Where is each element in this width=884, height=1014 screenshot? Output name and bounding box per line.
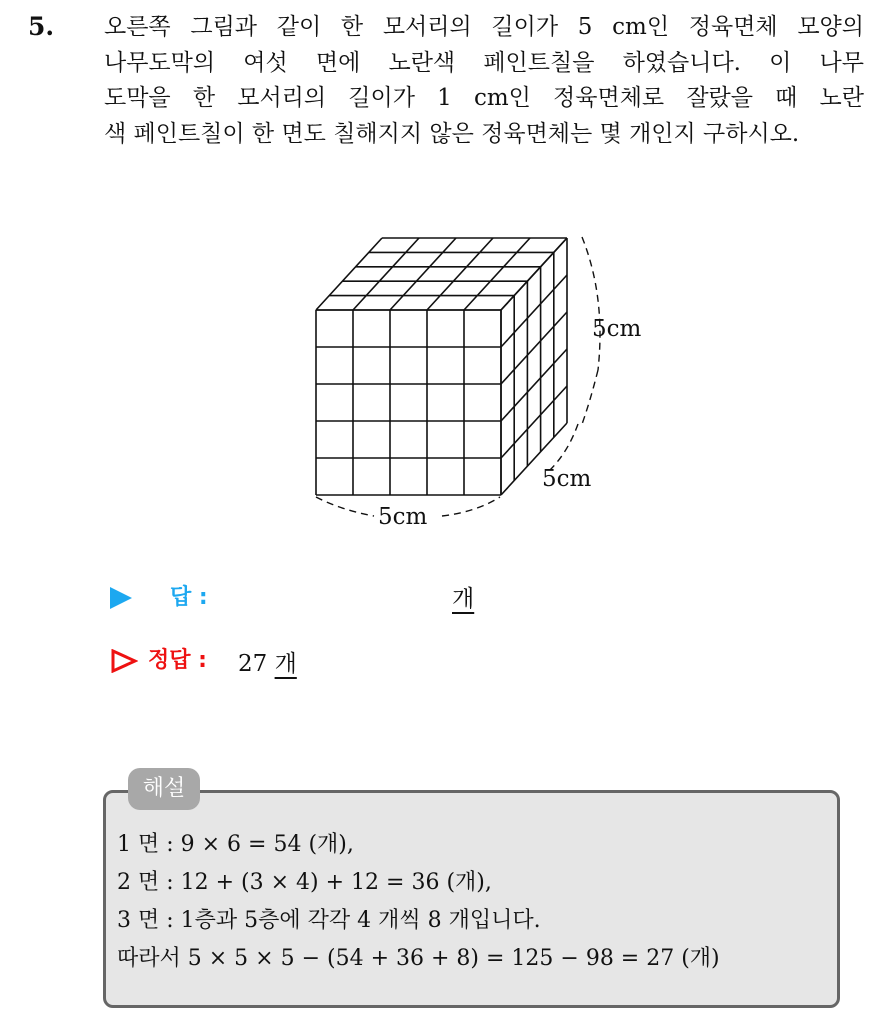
question-number: 5. [28, 12, 55, 41]
answer-label: 답 : [170, 585, 208, 610]
question-line: 색 페인트칠이 한 면도 칠해지지 않은 정육면체는 몇 개인지 구하시오. [104, 120, 800, 147]
grid-line [501, 312, 567, 384]
grid-line [464, 238, 530, 310]
question-line: 도막을 한 모서리의 길이가 1 cm인 정육면체로 잘랐을 때 노란 [104, 85, 864, 111]
solution-line: 1 면 : 9 × 6 = 54 (개), [117, 832, 354, 857]
play-triangle-icon [110, 587, 132, 609]
dim-arc-bottom-right [442, 497, 500, 516]
dim-arc-bottom-left [316, 497, 374, 516]
cube-figure [296, 222, 656, 542]
label-depth: 5cm [542, 466, 592, 492]
grid-line [501, 349, 567, 421]
grid-line [316, 238, 382, 310]
grid-line [501, 238, 567, 310]
solution-line: 2 면 : 12 + (3 × 4) + 12 = 36 (개), [117, 870, 492, 895]
correct-unit: 개 [274, 651, 297, 677]
solution-line: 따라서 5 × 5 × 5 − (54 + 36 + 8) = 125 − 98 = 27 (개) [117, 946, 720, 971]
question-line: 오른쪽 그림과 같이 한 모서리의 길이가 5 cm인 정육면체 모양의 [104, 14, 864, 40]
correct-number: 27 [238, 651, 268, 677]
grid-line [390, 238, 456, 310]
correct-answer-value [238, 645, 297, 678]
grid-line [501, 275, 567, 347]
cube-grid-lines [316, 238, 567, 495]
solution-line: 3 면 : 1층과 5층에 각각 4 개씩 8 개입니다. [117, 908, 541, 933]
dim-arc-right [582, 237, 600, 370]
outline-triangle-icon [110, 649, 138, 673]
grid-line [501, 386, 567, 458]
answer-unit: 개 [452, 586, 475, 612]
solution-text [117, 826, 720, 978]
solution-tab: 해설 [128, 768, 200, 810]
grid-line [427, 238, 493, 310]
question-line: 나무도막의 여섯 면에 노란색 페인트칠을 하였습니다. 이 나무 [104, 49, 864, 76]
dim-arc-right-lower [581, 370, 598, 427]
question-text [104, 10, 864, 152]
cube-diagram [296, 222, 656, 542]
correct-answer-row [110, 643, 510, 679]
correct-answer-label: 정답 : [148, 648, 207, 673]
label-height: 5cm [592, 316, 642, 342]
label-width: 5cm [378, 504, 428, 530]
grid-line [353, 238, 419, 310]
answer-row [110, 580, 610, 614]
